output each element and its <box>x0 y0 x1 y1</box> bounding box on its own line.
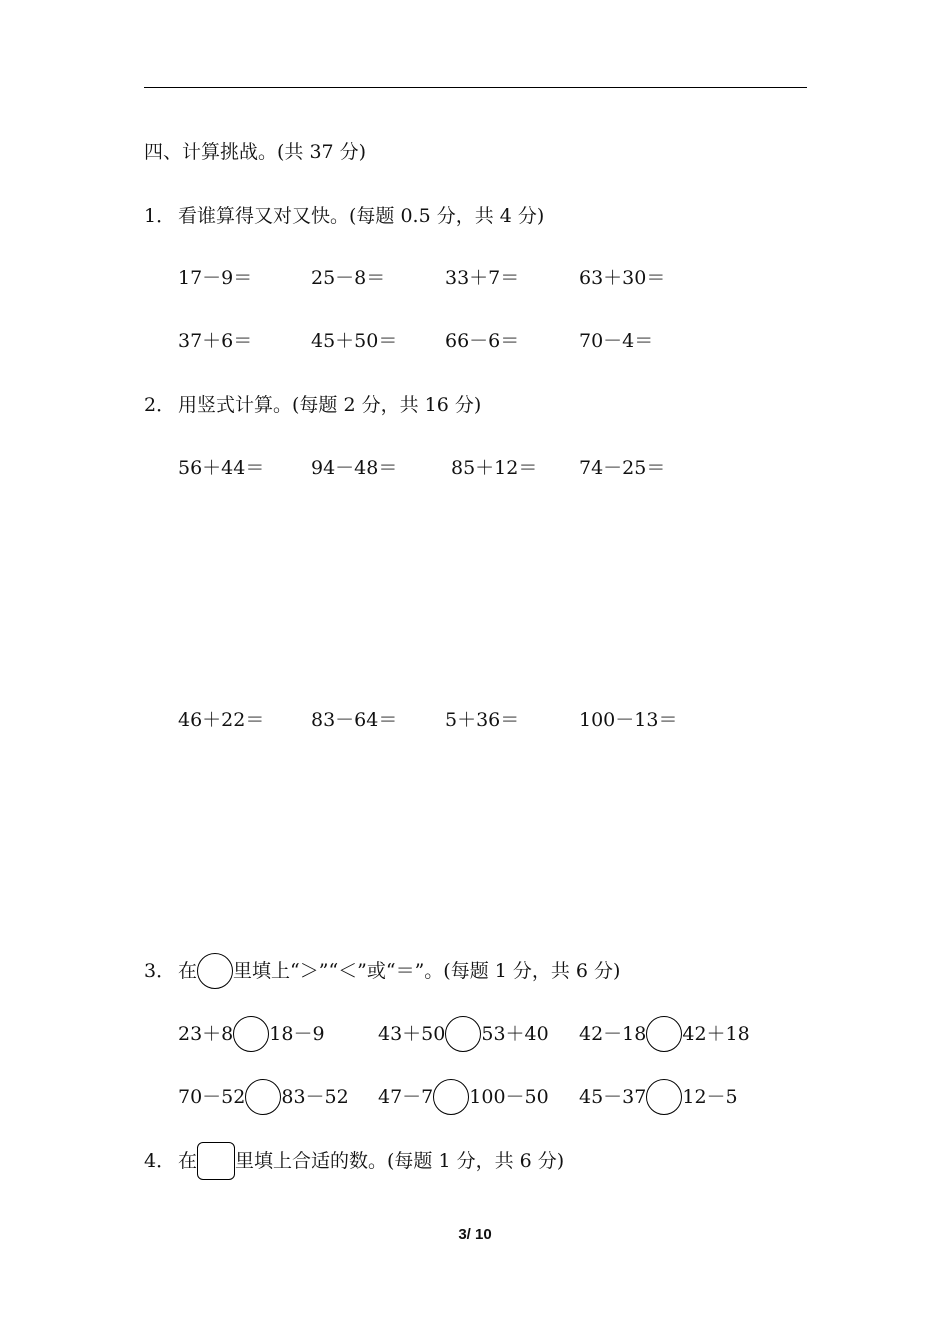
equation: 33＋7＝ <box>445 267 520 289</box>
question-1-number: 1． <box>144 205 176 227</box>
question-2-text: 用竖式计算。(每题 2 分，共 16 分) <box>178 394 482 416</box>
vertical-calc-problem: 46＋22＝ <box>178 709 265 731</box>
circle-placeholder-icon <box>197 953 233 989</box>
comparison-left: 23＋8 <box>178 1023 234 1045</box>
comparison-item <box>378 1082 549 1109</box>
question-2-heading <box>144 390 481 417</box>
comparison-right: 83－52 <box>281 1086 349 1108</box>
comparison-left: 47－7 <box>378 1086 434 1108</box>
comparison-left: 43＋50 <box>378 1023 446 1045</box>
comparison-right: 42＋18 <box>682 1023 750 1045</box>
question-3-text-after: 里填上“＞”“＜”或“＝”。(每题 1 分，共 6 分) <box>233 960 621 982</box>
equation: 45＋50＝ <box>311 330 398 352</box>
comparison-left: 45－37 <box>579 1086 647 1108</box>
comparison-left: 42－18 <box>579 1023 647 1045</box>
vertical-calc-problem: 74－25＝ <box>579 457 666 479</box>
vertical-calc-problem: 85＋12＝ <box>451 457 538 479</box>
equation: 63＋30＝ <box>579 267 666 289</box>
vertical-calc-problem: 100－13＝ <box>579 709 678 731</box>
equation: 25－8＝ <box>311 267 386 289</box>
comparison-right: 12－5 <box>682 1086 738 1108</box>
question-1-text: 看谁算得又对又快。(每题 0.5 分，共 4 分) <box>178 205 545 227</box>
comparison-item <box>579 1082 738 1109</box>
equation: 17－9＝ <box>178 267 253 289</box>
square-placeholder-icon <box>197 1142 235 1180</box>
equation: 70－4＝ <box>579 330 654 352</box>
question-4-number: 4． <box>144 1150 176 1172</box>
vertical-calc-problem: 56＋44＝ <box>178 457 265 479</box>
comparison-item <box>178 1019 325 1046</box>
comparison-answer-circle[interactable] <box>245 1079 281 1115</box>
question-3-heading <box>144 956 620 983</box>
question-4-heading <box>144 1146 564 1173</box>
question-4-text-after: 里填上合适的数。(每题 1 分，共 6 分) <box>235 1150 565 1172</box>
comparison-item <box>378 1019 549 1046</box>
comparison-left: 70－52 <box>178 1086 246 1108</box>
comparison-answer-circle[interactable] <box>646 1079 682 1115</box>
comparison-answer-circle[interactable] <box>233 1016 269 1052</box>
comparison-answer-circle[interactable] <box>433 1079 469 1115</box>
comparison-item <box>178 1082 349 1109</box>
comparison-answer-circle[interactable] <box>445 1016 481 1052</box>
comparison-right: 100－50 <box>469 1086 549 1108</box>
question-4-text-before: 在 <box>178 1150 198 1172</box>
comparison-item <box>579 1019 750 1046</box>
comparison-right: 18－9 <box>269 1023 325 1045</box>
section-title: 四、计算挑战。(共 37 分) <box>144 141 367 163</box>
comparison-right: 53＋40 <box>481 1023 549 1045</box>
question-3-number: 3． <box>144 960 176 982</box>
vertical-calc-problem: 94－48＝ <box>311 457 398 479</box>
equation: 66－6＝ <box>445 330 520 352</box>
question-3-text-before: 在 <box>178 960 198 982</box>
equation: 37＋6＝ <box>178 330 253 352</box>
page-number: 3/ 10 <box>458 1226 492 1243</box>
question-2-number: 2． <box>144 394 176 416</box>
vertical-calc-problem: 5＋36＝ <box>445 709 520 731</box>
vertical-calc-problem: 83－64＝ <box>311 709 398 731</box>
comparison-answer-circle[interactable] <box>646 1016 682 1052</box>
question-1-heading <box>144 201 544 228</box>
header-rule <box>144 87 807 88</box>
